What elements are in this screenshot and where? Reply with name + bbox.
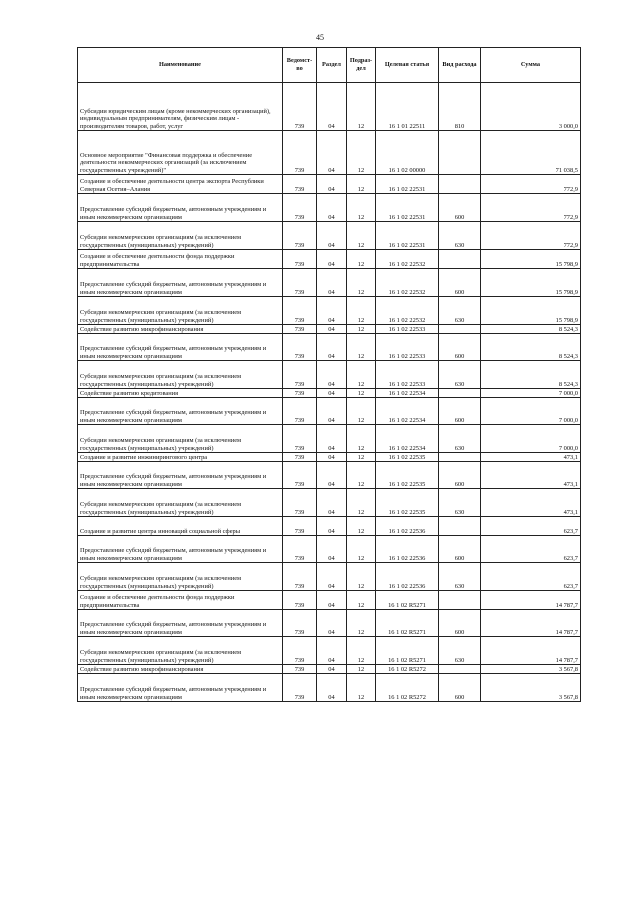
cell-target-article: 16 1 02 22534 <box>376 389 439 398</box>
cell-name: Субсидии некоммерческим организациям (за исключением государственных (муниципальных) учреждений) <box>78 361 283 389</box>
cell-section: 04 <box>317 297 347 325</box>
cell-subsection: 12 <box>347 389 376 398</box>
cell-amount: 772,9 <box>481 194 581 222</box>
cell-subsection: 12 <box>347 462 376 489</box>
cell-department: 739 <box>283 462 317 489</box>
cell-department: 739 <box>283 665 317 674</box>
table-row <box>78 563 581 591</box>
cell-expense-type <box>439 250 481 269</box>
cell-department: 739 <box>283 131 317 175</box>
cell-target-article: 16 1 02 22534 <box>376 425 439 453</box>
cell-target-article: 16 1 02 22533 <box>376 361 439 389</box>
cell-name: Предоставление субсидий бюджетным, автономным учреждениям и иным некоммерческим организациям <box>78 462 283 489</box>
cell-subsection: 12 <box>347 489 376 517</box>
cell-section: 04 <box>317 453 347 462</box>
cell-expense-type: 600 <box>439 536 481 563</box>
cell-target-article: 16 1 02 22535 <box>376 489 439 517</box>
cell-target-article: 16 1 02 22535 <box>376 462 439 489</box>
cell-amount: 7 000,0 <box>481 425 581 453</box>
cell-expense-type: 630 <box>439 563 481 591</box>
cell-section: 04 <box>317 398 347 425</box>
cell-amount: 3 567,8 <box>481 674 581 702</box>
cell-department: 739 <box>283 563 317 591</box>
cell-expense-type <box>439 665 481 674</box>
cell-subsection: 12 <box>347 536 376 563</box>
cell-name: Предоставление субсидий бюджетным, автономным учреждениям и иным некоммерческим организациям <box>78 269 283 297</box>
table-row <box>78 194 581 222</box>
cell-department: 739 <box>283 610 317 637</box>
cell-subsection: 12 <box>347 425 376 453</box>
cell-target-article: 16 1 02 R5271 <box>376 610 439 637</box>
table-row <box>78 591 581 610</box>
cell-expense-type: 630 <box>439 222 481 250</box>
cell-expense-type <box>439 325 481 334</box>
cell-subsection: 12 <box>347 591 376 610</box>
cell-name: Субсидии некоммерческим организациям (за исключением государственных (муниципальных) учреждений) <box>78 222 283 250</box>
column-header-expense-type: Вид расхода <box>439 48 481 83</box>
cell-target-article: 16 1 02 R5272 <box>376 665 439 674</box>
column-header-amount: Сумма <box>481 48 581 83</box>
column-header-section: Раздел <box>317 48 347 83</box>
cell-target-article: 16 1 02 R5271 <box>376 637 439 665</box>
cell-department: 739 <box>283 334 317 361</box>
cell-name: Основное мероприятие "Финансовая поддержка и обеспечение деятельности некоммерческих организаций (за исключением государственных учреждений)" <box>78 131 283 175</box>
cell-amount: 71 038,5 <box>481 131 581 175</box>
cell-amount: 473,1 <box>481 489 581 517</box>
cell-name: Предоставление субсидий бюджетным, автономным учреждениям и иным некоммерческим организациям <box>78 536 283 563</box>
cell-subsection: 12 <box>347 83 376 131</box>
cell-subsection: 12 <box>347 269 376 297</box>
cell-amount: 15 798,9 <box>481 250 581 269</box>
cell-target-article: 16 1 02 22531 <box>376 222 439 250</box>
cell-target-article: 16 1 02 00000 <box>376 131 439 175</box>
cell-section: 04 <box>317 194 347 222</box>
cell-section: 04 <box>317 389 347 398</box>
cell-amount: 8 524,3 <box>481 361 581 389</box>
cell-section: 04 <box>317 325 347 334</box>
cell-name: Создание и обеспечение деятельности центра экспорта Республики Северная Осетия–Алания <box>78 175 283 194</box>
cell-expense-type: 810 <box>439 83 481 131</box>
cell-target-article: 16 1 02 22531 <box>376 194 439 222</box>
cell-amount: 772,9 <box>481 222 581 250</box>
cell-subsection: 12 <box>347 361 376 389</box>
cell-department: 739 <box>283 194 317 222</box>
table-row <box>78 610 581 637</box>
cell-amount: 7 000,0 <box>481 389 581 398</box>
cell-subsection: 12 <box>347 334 376 361</box>
cell-name: Создание и обеспечение деятельности фонда поддержки предпринимательства <box>78 250 283 269</box>
cell-name: Создание и развитие инжинирингового центра <box>78 453 283 462</box>
cell-expense-type <box>439 389 481 398</box>
cell-section: 04 <box>317 536 347 563</box>
cell-amount: 8 524,3 <box>481 325 581 334</box>
cell-section: 04 <box>317 131 347 175</box>
cell-target-article: 16 1 02 22535 <box>376 453 439 462</box>
cell-section: 04 <box>317 517 347 536</box>
cell-department: 739 <box>283 517 317 536</box>
cell-section: 04 <box>317 591 347 610</box>
cell-expense-type: 600 <box>439 610 481 637</box>
cell-department: 739 <box>283 489 317 517</box>
cell-subsection: 12 <box>347 610 376 637</box>
cell-subsection: 12 <box>347 250 376 269</box>
cell-department: 739 <box>283 674 317 702</box>
cell-subsection: 12 <box>347 222 376 250</box>
cell-name: Субсидии некоммерческим организациям (за исключением государственных (муниципальных) учреждений) <box>78 489 283 517</box>
cell-subsection: 12 <box>347 131 376 175</box>
table-row <box>78 398 581 425</box>
cell-section: 04 <box>317 610 347 637</box>
cell-amount: 623,7 <box>481 536 581 563</box>
cell-amount: 15 798,9 <box>481 297 581 325</box>
table-row <box>78 425 581 453</box>
cell-amount: 623,7 <box>481 563 581 591</box>
cell-section: 04 <box>317 425 347 453</box>
cell-expense-type: 630 <box>439 425 481 453</box>
cell-expense-type: 600 <box>439 334 481 361</box>
cell-subsection: 12 <box>347 665 376 674</box>
cell-name: Предоставление субсидий бюджетным, автономным учреждениям и иным некоммерческим организациям <box>78 674 283 702</box>
cell-name: Субсидии некоммерческим организациям (за исключением государственных (муниципальных) учреждений) <box>78 637 283 665</box>
cell-section: 04 <box>317 674 347 702</box>
cell-amount: 14 787,7 <box>481 637 581 665</box>
cell-name: Содействие развитию микрофинансирования <box>78 665 283 674</box>
cell-section: 04 <box>317 222 347 250</box>
cell-amount: 3 000,0 <box>481 83 581 131</box>
table-row <box>78 361 581 389</box>
cell-department: 739 <box>283 222 317 250</box>
table-row <box>78 489 581 517</box>
cell-amount: 772,9 <box>481 175 581 194</box>
cell-target-article: 16 1 02 22536 <box>376 536 439 563</box>
table-row <box>78 462 581 489</box>
cell-department: 739 <box>283 83 317 131</box>
cell-amount: 473,1 <box>481 462 581 489</box>
cell-subsection: 12 <box>347 325 376 334</box>
cell-expense-type <box>439 453 481 462</box>
cell-department: 739 <box>283 453 317 462</box>
cell-target-article: 16 1 02 22533 <box>376 325 439 334</box>
table-row <box>78 517 581 536</box>
cell-name: Субсидии юридическим лицам (кроме некоммерческих организаций), индивидуальным предпринимателям, физическим лицам - производителям товаров, работ, услуг <box>78 83 283 131</box>
cell-target-article: 16 1 02 22533 <box>376 334 439 361</box>
table-row <box>78 665 581 674</box>
cell-department: 739 <box>283 591 317 610</box>
cell-expense-type: 600 <box>439 194 481 222</box>
cell-amount: 473,1 <box>481 453 581 462</box>
cell-department: 739 <box>283 398 317 425</box>
cell-amount: 15 798,9 <box>481 269 581 297</box>
cell-amount: 3 567,8 <box>481 665 581 674</box>
cell-expense-type: 600 <box>439 269 481 297</box>
cell-department: 739 <box>283 536 317 563</box>
cell-section: 04 <box>317 637 347 665</box>
cell-subsection: 12 <box>347 517 376 536</box>
page-number: 45 <box>316 33 324 42</box>
cell-subsection: 12 <box>347 563 376 591</box>
cell-expense-type <box>439 131 481 175</box>
cell-amount: 623,7 <box>481 517 581 536</box>
cell-amount: 8 524,3 <box>481 334 581 361</box>
table-row <box>78 250 581 269</box>
cell-name: Субсидии некоммерческим организациям (за исключением государственных (муниципальных) учреждений) <box>78 425 283 453</box>
cell-target-article: 16 1 01 22511 <box>376 83 439 131</box>
cell-subsection: 12 <box>347 194 376 222</box>
column-header-name: Наименование <box>78 48 283 83</box>
cell-subsection: 12 <box>347 637 376 665</box>
cell-target-article: 16 1 02 22534 <box>376 398 439 425</box>
cell-name: Содействие развитию микрофинансирования <box>78 325 283 334</box>
table-body <box>78 83 581 702</box>
cell-name: Создание и развитие центра инноваций социальной сферы <box>78 517 283 536</box>
column-header-department: Ведомст-во <box>283 48 317 83</box>
cell-section: 04 <box>317 563 347 591</box>
cell-target-article: 16 1 02 22536 <box>376 563 439 591</box>
cell-department: 739 <box>283 297 317 325</box>
cell-department: 739 <box>283 389 317 398</box>
column-header-target-article: Целевая статья <box>376 48 439 83</box>
cell-section: 04 <box>317 665 347 674</box>
budget-table <box>77 47 581 702</box>
table-row <box>78 536 581 563</box>
cell-expense-type <box>439 175 481 194</box>
cell-section: 04 <box>317 175 347 194</box>
cell-subsection: 12 <box>347 453 376 462</box>
cell-target-article: 16 1 02 22532 <box>376 297 439 325</box>
cell-section: 04 <box>317 489 347 517</box>
cell-section: 04 <box>317 269 347 297</box>
table-row <box>78 222 581 250</box>
table-row <box>78 297 581 325</box>
cell-subsection: 12 <box>347 674 376 702</box>
cell-section: 04 <box>317 83 347 131</box>
cell-name: Субсидии некоммерческим организациям (за исключением государственных (муниципальных) учреждений) <box>78 297 283 325</box>
cell-amount: 14 787,7 <box>481 591 581 610</box>
cell-target-article: 16 1 02 22532 <box>376 269 439 297</box>
cell-name: Субсидии некоммерческим организациям (за исключением государственных (муниципальных) учреждений) <box>78 563 283 591</box>
cell-target-article: 16 1 02 22536 <box>376 517 439 536</box>
cell-department: 739 <box>283 361 317 389</box>
cell-subsection: 12 <box>347 297 376 325</box>
cell-department: 739 <box>283 175 317 194</box>
cell-department: 739 <box>283 637 317 665</box>
cell-expense-type: 600 <box>439 674 481 702</box>
cell-expense-type: 600 <box>439 398 481 425</box>
cell-expense-type: 630 <box>439 361 481 389</box>
cell-section: 04 <box>317 334 347 361</box>
column-header-subsection: Подраз-дел <box>347 48 376 83</box>
cell-expense-type: 630 <box>439 489 481 517</box>
cell-name: Содействие развитию кредитования <box>78 389 283 398</box>
cell-name: Предоставление субсидий бюджетным, автономным учреждениям и иным некоммерческим организациям <box>78 334 283 361</box>
cell-subsection: 12 <box>347 398 376 425</box>
table-row <box>78 269 581 297</box>
cell-section: 04 <box>317 361 347 389</box>
cell-department: 739 <box>283 425 317 453</box>
table-row <box>78 637 581 665</box>
cell-expense-type <box>439 591 481 610</box>
cell-amount: 7 000,0 <box>481 398 581 425</box>
table-row <box>78 389 581 398</box>
table-row <box>78 674 581 702</box>
table-row <box>78 334 581 361</box>
cell-department: 739 <box>283 250 317 269</box>
table-row <box>78 175 581 194</box>
cell-department: 739 <box>283 269 317 297</box>
cell-expense-type: 630 <box>439 297 481 325</box>
table-header-row <box>78 48 581 83</box>
cell-section: 04 <box>317 462 347 489</box>
cell-target-article: 16 1 02 22532 <box>376 250 439 269</box>
table-row <box>78 83 581 131</box>
table-row <box>78 325 581 334</box>
cell-expense-type: 600 <box>439 462 481 489</box>
table-row <box>78 453 581 462</box>
cell-department: 739 <box>283 325 317 334</box>
cell-target-article: 16 1 02 22531 <box>376 175 439 194</box>
cell-name: Создание и обеспечение деятельности фонда поддержки предпринимательства <box>78 591 283 610</box>
cell-expense-type <box>439 517 481 536</box>
cell-name: Предоставление субсидий бюджетным, автономным учреждениям и иным некоммерческим организациям <box>78 194 283 222</box>
cell-expense-type: 630 <box>439 637 481 665</box>
cell-subsection: 12 <box>347 175 376 194</box>
cell-target-article: 16 1 02 R5272 <box>376 674 439 702</box>
cell-amount: 14 787,7 <box>481 610 581 637</box>
cell-section: 04 <box>317 250 347 269</box>
cell-name: Предоставление субсидий бюджетным, автономным учреждениям и иным некоммерческим организациям <box>78 398 283 425</box>
cell-target-article: 16 1 02 R5271 <box>376 591 439 610</box>
cell-name: Предоставление субсидий бюджетным, автономным учреждениям и иным некоммерческим организациям <box>78 610 283 637</box>
table-row <box>78 131 581 175</box>
